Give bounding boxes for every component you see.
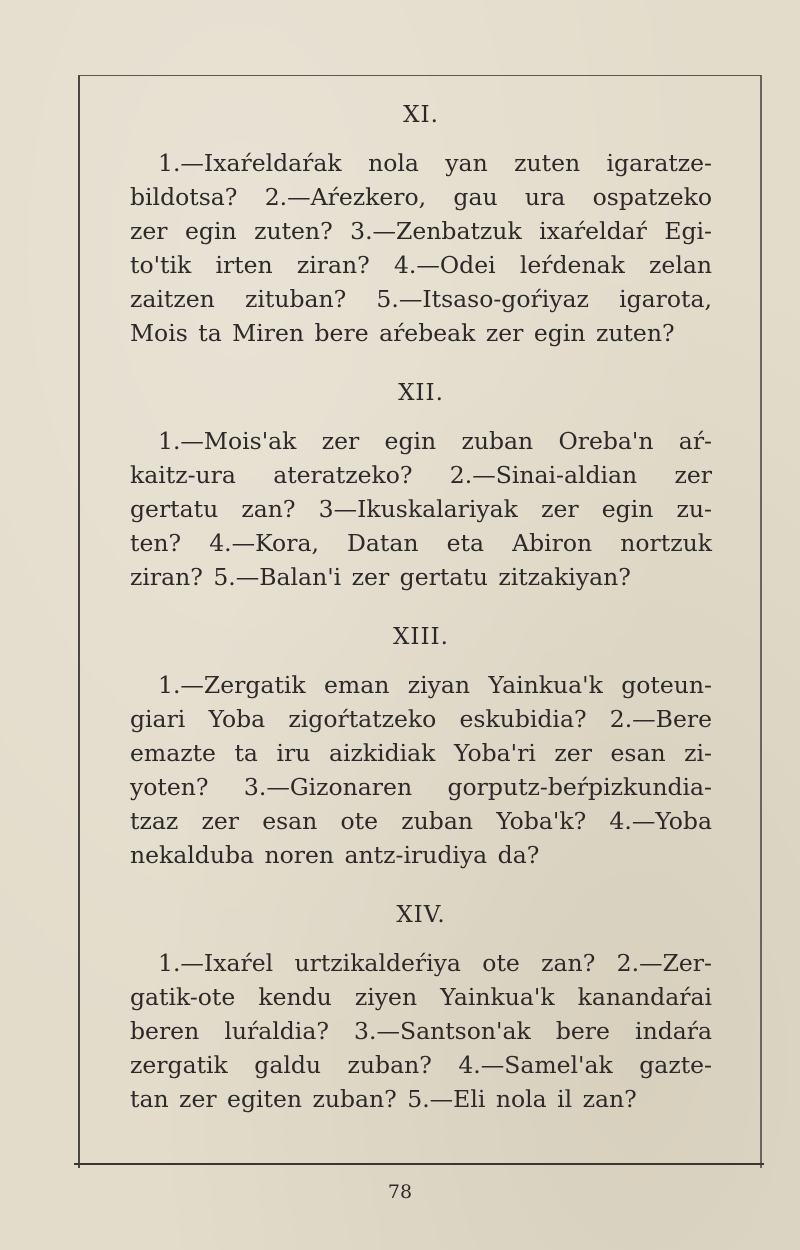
text-line: Mois ta Miren bere aŕebeak zer egin zuten? xyxy=(130,319,675,347)
section-heading: XII. xyxy=(398,380,444,406)
text-line: 1.—Ixaŕel urtzikaldeŕiya ote zan? 2.—Zer- xyxy=(158,949,712,977)
text-line: emazte ta iru aizkidiak Yoba'ri zer esan zi- xyxy=(130,739,712,767)
text-line: gertatu zan? 3—Ikuskalariyak zer egin zu- xyxy=(130,495,712,523)
question-block xyxy=(130,146,712,350)
bottom-rule xyxy=(74,1163,764,1165)
text-line: tan zer egiten zuban? 5.—Eli nola il zan? xyxy=(130,1085,637,1113)
text-line: tzaz zer esan ote zuban Yoba'k? 4.—Yoba xyxy=(130,807,712,835)
section-xiii xyxy=(130,622,712,872)
section-heading: XI. xyxy=(403,102,439,128)
text-line: giari Yoba zigoŕtatzeko eskubidia? 2.—Bere xyxy=(130,705,712,733)
question-block xyxy=(130,424,712,594)
text-line: ten? 4.—Kora, Datan eta Abiron nortzuk xyxy=(130,529,712,557)
question-block xyxy=(130,668,712,872)
section-xiv xyxy=(130,900,712,1116)
text-line: 1.—Mois'ak zer egin zuban Oreba'n aŕ- xyxy=(158,427,712,455)
text-line: gatik-ote kendu ziyen Yainkua'k kanandaŕai xyxy=(130,983,712,1011)
text-line: 1.—Ixaŕeldaŕak nola yan zuten igaratze- xyxy=(158,149,712,177)
section-heading: XIII. xyxy=(393,624,449,650)
text-line: nekalduba noren antz-irudiya da? xyxy=(130,841,540,869)
text-line: zergatik galdu zuban? 4.—Samel'ak gazte- xyxy=(130,1051,712,1079)
text-line: kaitz-ura ateratzeko? 2.—Sinai-aldian zer xyxy=(130,461,712,489)
page-content xyxy=(130,100,712,1116)
question-block xyxy=(130,946,712,1116)
section-heading: XIV. xyxy=(396,902,446,928)
text-line: yoten? 3.—Gizonaren gorputz-beŕpizkundia- xyxy=(130,773,712,801)
text-line: to'tik irten ziran? 4.—Odei leŕdenak zelan xyxy=(130,251,712,279)
section-xii xyxy=(130,378,712,594)
text-line: bildotsa? 2.—Aŕezkero, gau ura ospatzeko xyxy=(130,183,712,211)
text-line: ziran? 5.—Balan'i zer gertatu zitzakiyan? xyxy=(130,563,631,591)
text-line: 1.—Zergatik eman ziyan Yainkua'k goteun- xyxy=(158,671,712,699)
section-xi xyxy=(130,100,712,350)
text-line: beren luŕaldia? 3.—Santson'ak bere indaŕa xyxy=(130,1017,712,1045)
text-line: zer egin zuten? 3.—Zenbatzuk ixaŕeldaŕ Egi- xyxy=(130,217,712,245)
page-number: 78 xyxy=(387,1181,413,1203)
text-line: zaitzen zituban? 5.—Itsaso-goŕiyaz igarota, xyxy=(130,285,712,313)
